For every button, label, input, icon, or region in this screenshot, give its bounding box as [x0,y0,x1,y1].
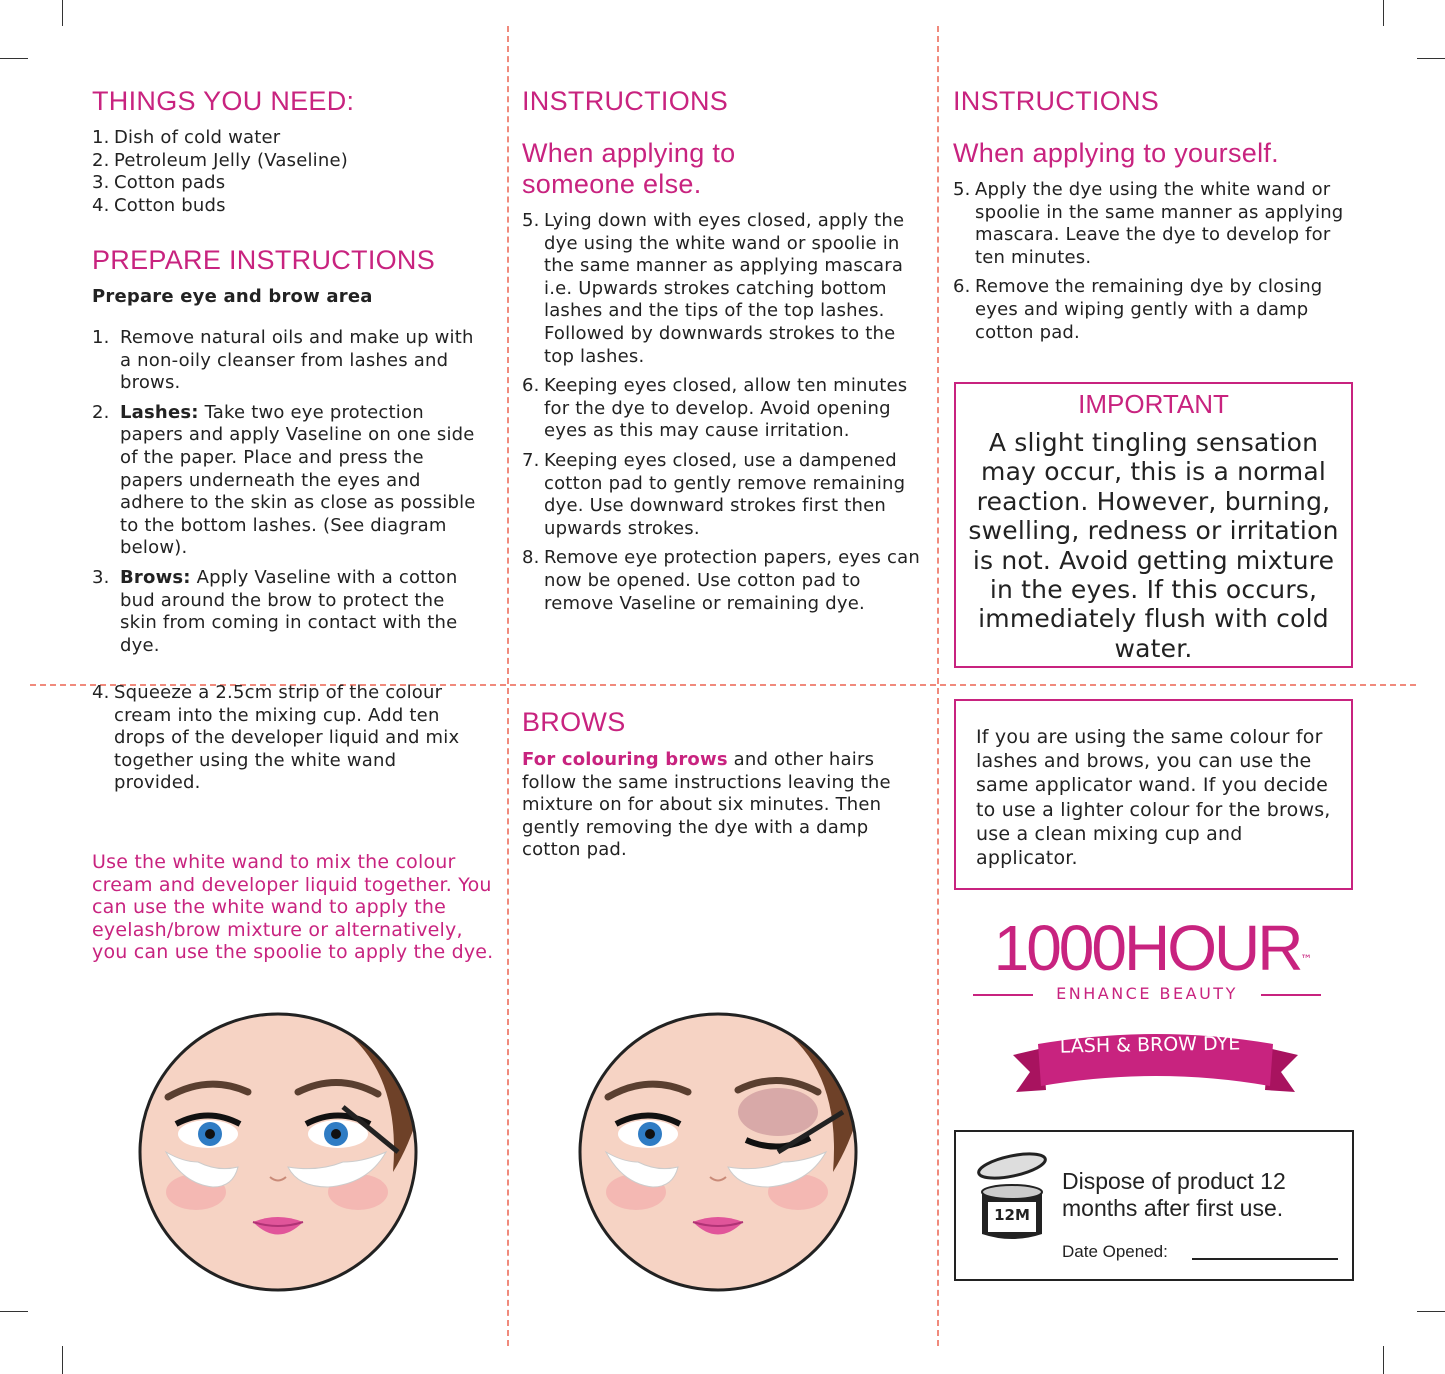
list-item: 3. Cotton pads [92,172,226,194]
prepare-subtitle: Prepare eye and brow area [92,286,373,308]
crop-mark [0,1311,28,1312]
ribbon-label: LASH & BROW DYE [1059,1032,1241,1058]
someone-else-steps [522,210,922,615]
important-box [954,382,1353,668]
list-item: 4. Cotton buds [92,194,226,216]
brows-text: For colouring brows and other hairs follow the same instructions leaving the mixture on for about six minutes. Then gently removing the dye with a damp cotton pad. [522,749,891,861]
prepare-step-4 [92,682,484,795]
crop-mark [1417,58,1445,59]
column-3 [953,86,1353,351]
wand-note: Use the white wand to mix the colour cream and developer liquid together. You can use the white wand to apply the eyelash/brow mixture or alternatively, you can use the spoolie to apply the dye. [92,851,494,964]
lashes-label: Lashes: [120,401,199,423]
column-2 [522,86,922,622]
list-item: 2. Petroleum Jelly (Vaseline) [92,149,348,171]
tagline: ENHANCE BEAUTY [1056,984,1238,1003]
list-item: 2. Lashes: Take two eye protection papers and apply Vaseline on one side of the paper. Place and press the papers underneath the eyes and adhere to the skin as close as possible to the bottom lashes. (See diagram below). [92,401,476,559]
crop-mark [1383,0,1384,26]
fold-line-vertical [937,26,939,1346]
brand-name: 1000HOUR [993,912,1301,984]
face-applying-lower-lashes-icon [138,1012,418,1292]
prepare-title: PREPARE INSTRUCTIONS [92,245,436,276]
someone-else-subtitle: When applying to someone else. [522,138,736,199]
yourself-subtitle: When applying to yourself. [953,138,1279,168]
list-item: 8. Remove eye protection papers, eyes can now be opened. Use cotton pad to remove Vaseline or remaining dye. [522,547,920,614]
jar-label: 12M [994,1206,1030,1224]
brand-logo [973,912,1333,984]
dispose-box [954,1130,1354,1281]
brows-lead: For colouring brows [522,749,728,770]
list-item: 1. Remove natural oils and make up with a non-oily cleanser from lashes and brows. [92,327,474,394]
brows-title: BROWS [522,707,626,737]
important-text: A slight tingling sensation may occur, this is a normal reaction. However, burning, swelling, redness or irritation is not. Avoid getting mixture in the eyes. If this occurs, immediately flush with cold water. [968,428,1339,663]
crop-mark [62,1346,63,1374]
column-1 [92,86,492,309]
crop-mark [0,58,28,59]
crop-mark [1417,1311,1445,1312]
instructions-title: INSTRUCTIONS [953,86,1160,116]
dispose-text: Dispose of product 12 months after first use. [1062,1168,1286,1221]
list-item: 5. Lying down with eyes closed, apply the dye using the white wand or spoolie in the same manner as applying mascara i.e. Upwards strokes catching bottom lashes and the tips of the top lashes. Followed by downwards strokes to the top lashes. [522,210,905,367]
instructions-title: INSTRUCTIONS [522,86,729,116]
prepare-steps [92,327,484,664]
list-item: 3. Brows: Apply Vaseline with a cotton bud around the brow to protect the skin from coming in contact with the dye. [92,566,458,656]
things-title: THINGS YOU NEED: [92,86,355,116]
face-applying-closed-eye-icon [578,1012,858,1292]
same-colour-text: If you are using the same colour for lashes and brows, you can use the same applicator wand. If you decide to use a lighter colour for the brows, use a clean mixing cup and applicator. [976,726,1331,870]
list-item: 4. Squeeze a 2.5cm strip of the colour cream into the mixing cup. Add ten drops of the developer liquid and mix together using the white wand provided. [92,682,460,794]
same-colour-box [954,699,1353,890]
list-item: 6. Keeping eyes closed, allow ten minutes for the dye to develop. Avoid opening eyes as this may cause irritation. [522,375,908,442]
date-opened-label: Date Opened: [1062,1242,1168,1261]
trademark: ™ [1300,952,1313,967]
list-item: 6. Remove the remaining dye by closing eyes and wiping gently with a damp cotton pad. [953,276,1323,343]
tagline-row [973,984,1321,1006]
list-item: 5. Apply the dye using the white wand or spoolie in the same manner as applying mascara. Leave the dye to develop for ten minutes. [953,179,1344,268]
important-title: IMPORTANT [1078,389,1229,419]
date-opened-field[interactable] [1192,1258,1338,1260]
list-item: 1. Dish of cold water [92,127,281,148]
jar-12m-icon [972,1148,1052,1248]
list-item: 7. Keeping eyes closed, use a dampened cotton pad to gently remove remaining dye. Use downward strokes first then upwards strokes. [522,449,906,539]
crop-mark [62,0,63,26]
brows-label: Brows: [120,566,191,588]
things-list [92,127,492,217]
crop-mark [1383,1346,1384,1374]
yourself-steps [953,179,1353,344]
fold-line-vertical [507,26,509,1346]
